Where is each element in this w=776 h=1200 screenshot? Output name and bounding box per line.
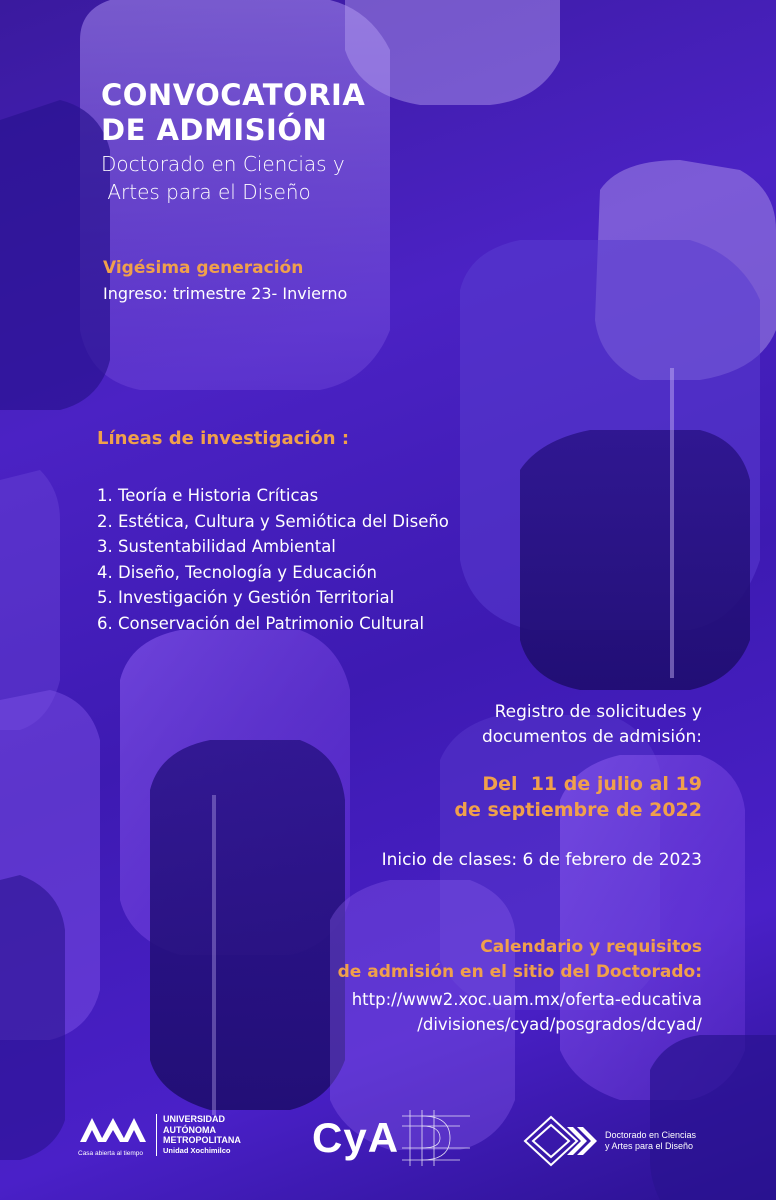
poster-title: [101, 78, 365, 148]
research-line-item: 3. Sustentabilidad Ambiental: [97, 537, 336, 556]
uam-logo: [78, 1114, 241, 1157]
uam-unit: Unidad Xochimilco: [163, 1145, 231, 1155]
ingreso-text: Ingreso: trimestre 23- Invierno: [103, 284, 348, 303]
research-line-item: 5. Investigación y Gestión Territorial: [97, 588, 395, 607]
research-line-item: 4. Diseño, Tecnología y Educación: [97, 562, 377, 582]
doctorado-logo: [521, 1111, 696, 1171]
doctorado-line-1: Doctorado en Ciencias: [605, 1130, 697, 1140]
research-lines-heading: Líneas de investigación :: [97, 428, 350, 449]
research-line-item: 2. Estética, Cultura y Semiótica del Diseño: [97, 511, 449, 531]
doctorado-name: [605, 1130, 696, 1152]
cya-logo: [310, 1108, 475, 1170]
registration-line-2: documentos de admisión:: [481, 727, 702, 747]
url-line-1[interactable]: http://www2.xoc.uam.mx/oferta-educativa: [351, 990, 702, 1009]
title-line-2: DE ADMISIÓN: [101, 113, 328, 147]
research-line-item: 6. Conservación del Patrimonio Cultural: [97, 613, 425, 633]
uam-name: [156, 1114, 241, 1156]
dates-line-2: de septiembre de 2022: [454, 799, 702, 821]
calendar-line-2: de admisión en el sitio del Doctorado:: [337, 962, 702, 982]
dates-line-1: Del 11 de julio al 19: [482, 773, 702, 795]
registration-dates: [454, 771, 702, 823]
doctorado-line-2: y Artes para el Diseño: [605, 1141, 694, 1151]
research-line-item: 1. Teoría e Historia Críticas: [97, 486, 319, 505]
uam-name-line-3: METROPOLITANA: [163, 1135, 241, 1145]
subtitle-line-1: Doctorado en Ciencias y: [101, 152, 345, 176]
url-line-2[interactable]: /divisiones/cyad/posgrados/dcyad/: [417, 1015, 702, 1034]
title-line-1: CONVOCATORIA: [101, 78, 366, 112]
classes-start: Inicio de clases: 6 de febrero de 2023: [381, 850, 702, 870]
program-subtitle: [101, 150, 345, 206]
registration-line-1: Registro de solicitudes y: [494, 702, 702, 722]
registration-label: [482, 700, 702, 750]
subtitle-line-2: Artes para el Diseño: [101, 180, 311, 204]
cya-logo-text: CyA: [312, 1114, 400, 1161]
uam-name-line-2: AUTÓNOMA: [163, 1124, 216, 1135]
research-lines-list: [97, 483, 449, 636]
uam-mark: [78, 1114, 148, 1157]
generation-label: Vigésima generación: [103, 258, 304, 278]
program-url[interactable]: [352, 987, 702, 1037]
uam-logo-icon: [78, 1114, 148, 1144]
calendar-line-1: Calendario y requisitos: [480, 937, 702, 957]
uam-name-line-1: UNIVERSIDAD: [163, 1114, 226, 1124]
doctorado-logo-icon: [521, 1111, 599, 1171]
calendar-heading: [338, 935, 702, 985]
uam-tagline: Casa abierta al tiempo: [78, 1150, 144, 1157]
